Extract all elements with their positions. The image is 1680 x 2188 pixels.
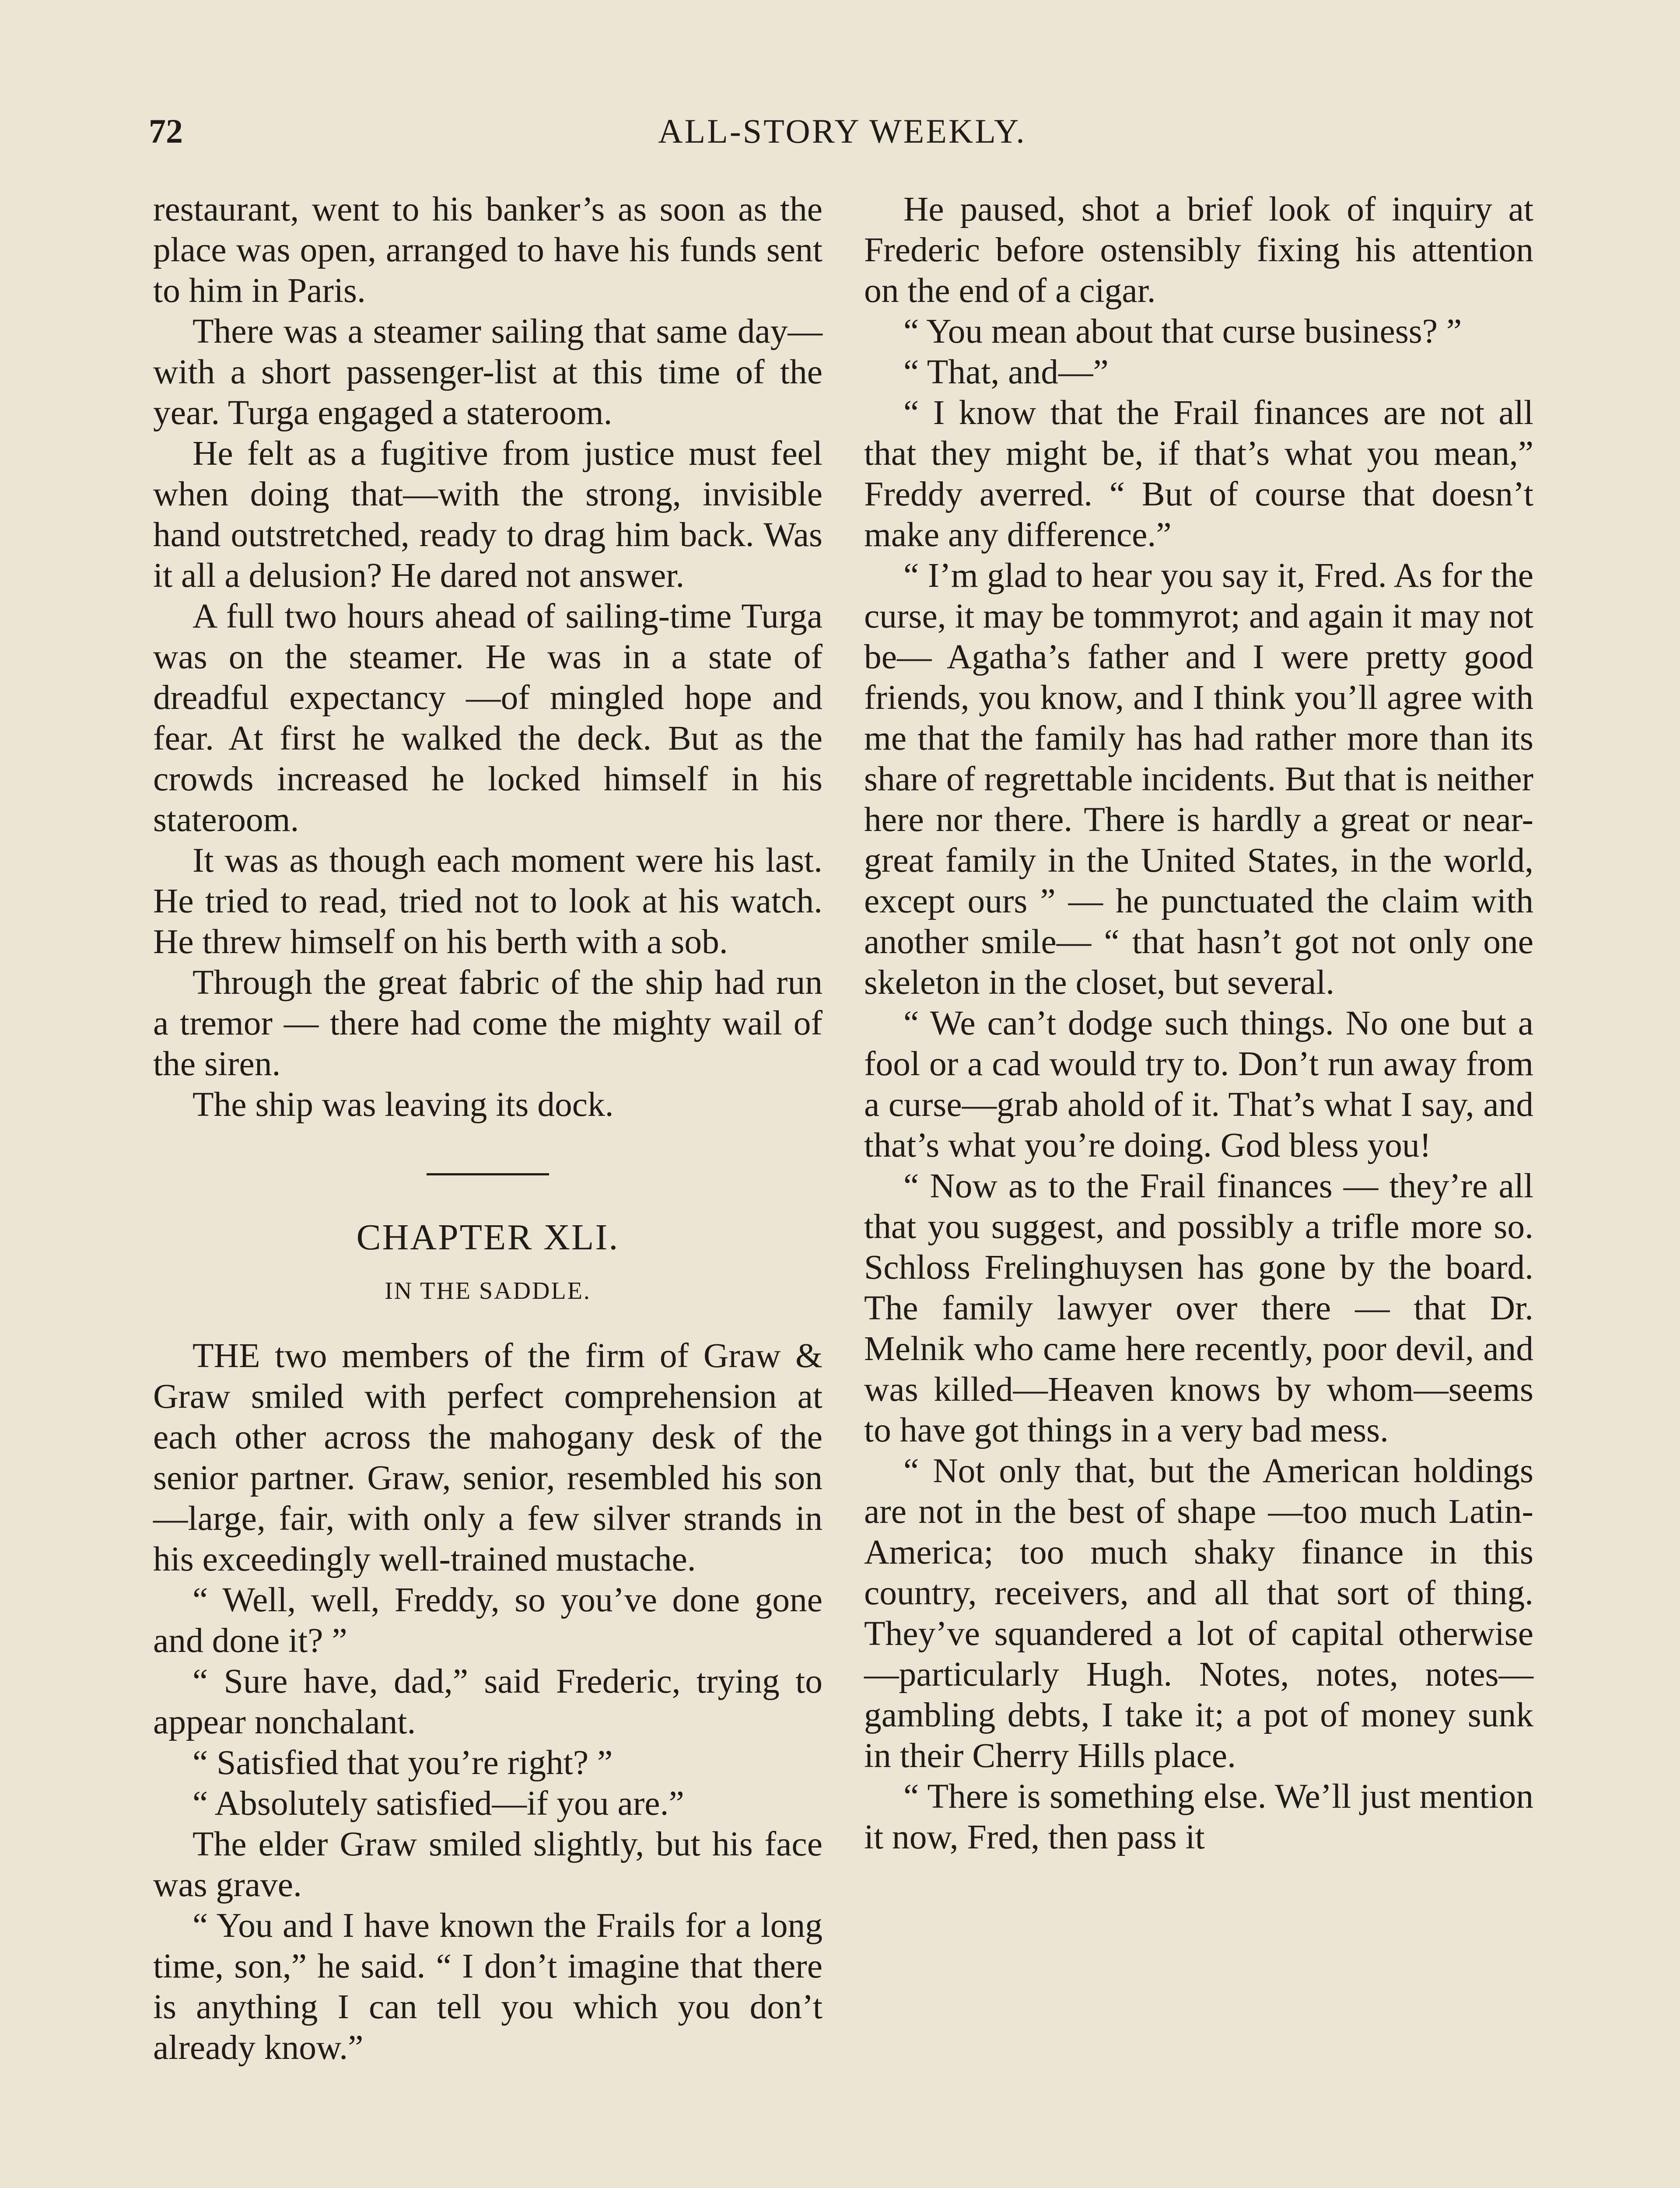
paragraph: Through the great fabric of the ship had run a tremor — there had come the mighty wail of the siren. (153, 963, 822, 1083)
left-column (153, 189, 822, 2068)
paragraph: “ There is something else. We’ll just mention it now, Fred, then pass it (864, 1777, 1533, 1856)
section-divider (427, 1173, 549, 1175)
paragraph: restaurant, went to his banker’s as soon as the place was open, arranged to have his funds sent to him in Paris. (153, 190, 822, 310)
paragraph: “ I’m glad to hear you say it, Fred. As for the curse, it may be tommyrot; and again it may not be— Agatha’s father and I were pretty good friends, you know, and I think you’ll agree with me that the family has had rather more than its share of regrettable incidents. But that is neither here nor there. There is hardly a great or near-great family in the United States, in the world, except ours ” — he punctuated the claim with another smile— “ that hasn’t got not only one skeleton in the closet, but several. (864, 556, 1533, 1002)
paragraph: A full two hours ahead of sailing-time Turga was on the steamer. He was in a state of dreadful expectancy —of mingled hope and fear. At first he walked the deck. But as the crowds increased he locked himself in his stateroom. (153, 597, 822, 839)
chapter-subtitle: IN THE SADDLE. (385, 1277, 591, 1304)
page-number: 72 (149, 112, 183, 150)
paragraph: “ Sure have, dad,” said Frederic, trying to appear nonchalant. (153, 1662, 822, 1741)
paragraph: “ I know that the Frail finances are not all that they might be, if that’s what you mean,” Freddy averred. “ But of course that doesn’t make any difference.” (864, 393, 1533, 554)
paragraph: “ Not only that, but the American holdings are not in the best of shape —too much Latin-America; too much shaky finance in this country, receivers, and all that sort of thing. They’ve squandered a lot of capital otherwise—particularly Hugh. Notes, notes, notes—gambling debts, I take it; a pot of money sunk in their Cherry Hills place. (864, 1452, 1533, 1775)
right-column (864, 189, 1533, 1858)
running-head: ALL-STORY WEEKLY. (658, 112, 1026, 150)
paragraph: “ You mean about that curse business? ” (903, 312, 1462, 351)
chapter-title: CHAPTER XLI. (356, 1217, 620, 1258)
paragraph: “ That, and—” (903, 353, 1109, 391)
paragraph: It was as though each moment were his last. He tried to read, tried not to look at his watch. He threw himself on his berth with a sob. (153, 841, 822, 961)
paragraph: “ Now as to the Frail finances — they’re all that you suggest, and possibly a trifle more so. Schloss Frelinghuysen has gone by the board. The family lawyer over there — that Dr. Melnik who came here recently, poor devil, and was killed—Heaven knows by whom—seems to have got things in a very bad mess. (864, 1167, 1533, 1449)
paragraph: He felt as a fugitive from justice must feel when doing that—with the strong, invisible hand outstretched, ready to drag him back. Was it all a delusion? He dared not answer. (153, 434, 822, 595)
paragraph: He paused, shot a brief look of inquiry at Frederic before ostensibly fixing his attention on the end of a cigar. (864, 190, 1533, 310)
paragraph: The elder Graw smiled slightly, but his face was grave. (153, 1825, 822, 1904)
page-header (149, 112, 1536, 164)
paragraph: “ Absolutely satisfied—if you are.” (192, 1784, 684, 1823)
paragraph: “ Well, well, Freddy, so you’ve done gone and done it? ” (153, 1581, 822, 1660)
paragraph: There was a steamer sailing that same day—with a short passenger-list at this time of the year. Turga engaged a stateroom. (153, 312, 822, 432)
paragraph: The ship was leaving its dock. (192, 1085, 614, 1124)
paragraph: “ You and I have known the Frails for a long time, son,” he said. “ I don’t imagine that there is anything I can tell you which you don’t already know.” (153, 1906, 822, 2067)
paragraph: “ Satisfied that you’re right? ” (192, 1743, 613, 1782)
paragraph: THE two members of the firm of Graw & Graw smiled with perfect comprehension at each other across the mahogany desk of the senior partner. Graw, senior, resembled his son —large, fair, with only a few silver strands in his exceedingly well-trained mustache. (153, 1336, 822, 1578)
paragraph: “ We can’t dodge such things. No one but a fool or a cad would try to. Don’t run away from a curse—grab ahold of it. That’s what I say, and that’s what you’re doing. God bless you! (864, 1004, 1533, 1164)
